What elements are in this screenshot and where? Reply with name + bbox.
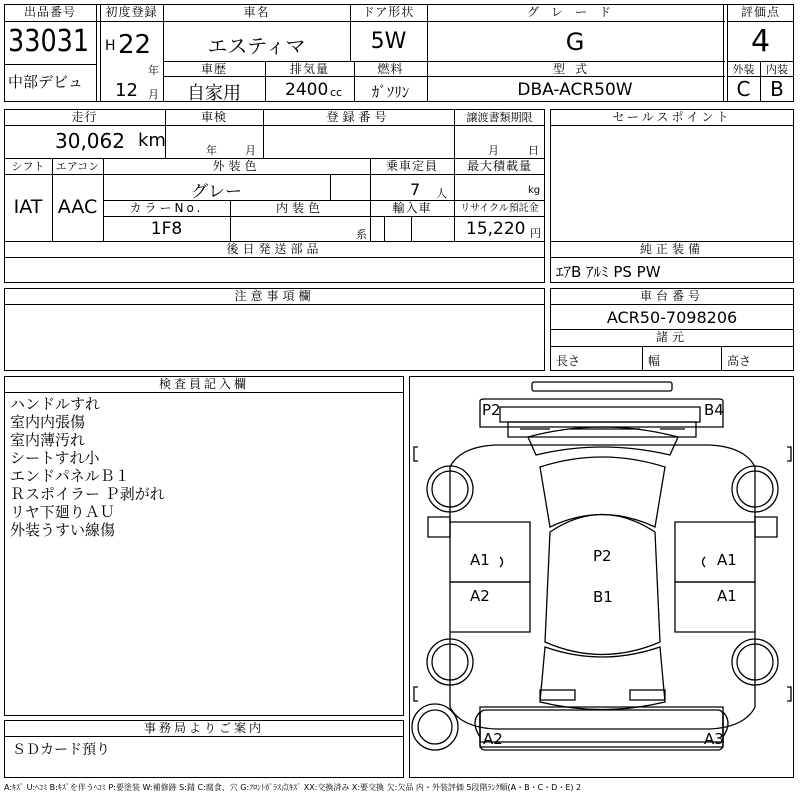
history: 自家用 <box>187 83 241 104</box>
model-label: 型式 <box>552 62 597 76</box>
lot-number: 33031 <box>8 24 90 59</box>
recycle-fee: 15,220 <box>466 219 526 239</box>
office-note: ＳＤカード預り <box>12 742 110 758</box>
load-unit: kg <box>528 185 541 196</box>
history-label: 車歴 <box>200 62 227 76</box>
color-label: 外装色 <box>212 159 261 173</box>
model-code: DBA-ACR50W <box>517 80 633 100</box>
inspector-line: 外装うすい線傷 <box>10 521 116 539</box>
ac-label: エアコン <box>55 160 100 173</box>
lot-no-label: 出品番号 <box>23 5 76 19</box>
inspection-month-unit: 月 <box>245 144 256 157</box>
recycle-unit: 円 <box>530 227 541 240</box>
height-label: 高さ <box>727 354 752 368</box>
inspector-line: 室内内張傷 <box>10 413 86 431</box>
exterior-grade: C <box>736 77 751 101</box>
inspector-line: エンドパネルＢ１ <box>10 467 130 485</box>
exterior-label: 外装 <box>732 63 755 76</box>
inspector-line: 室内薄汚れ <box>10 431 86 449</box>
sales-points-label: セールスポイント <box>612 110 732 124</box>
exterior-color: グレー <box>191 182 242 202</box>
inspection-label: 車検 <box>200 110 227 124</box>
notes-label: 注意事項欄 <box>234 289 315 303</box>
seats-unit: 人 <box>436 187 447 200</box>
inspector-line: リヤ下廻りＡＵ <box>10 503 115 521</box>
grade-label: グレード <box>526 5 623 19</box>
mark-rear-left: A2 <box>483 730 503 748</box>
mileage-unit: km <box>138 130 166 151</box>
score: 4 <box>750 24 771 59</box>
mark-front-left: P2 <box>482 401 501 419</box>
mark-left-rear-door: A2 <box>470 587 490 605</box>
transfer-month-unit: 月 <box>488 144 499 157</box>
mark-front-right: B4 <box>704 401 724 419</box>
inspector-line: ハンドルすれ <box>10 395 101 413</box>
int-color-unit: 系 <box>356 228 367 241</box>
year-unit: 年 <box>148 64 159 77</box>
int-color-label: 内装色 <box>275 201 324 215</box>
reg-no-label: 登録番号 <box>326 110 391 124</box>
load-label: 最大積載量 <box>466 159 532 173</box>
import-label: 輸入車 <box>392 201 432 215</box>
fuel-label: 燃料 <box>377 62 404 76</box>
car-diagram <box>409 376 794 778</box>
inspector-notes <box>10 395 165 539</box>
era: H <box>105 38 116 54</box>
displacement-unit: cc <box>330 86 343 99</box>
later-parts-label: 後日発送部品 <box>226 242 323 256</box>
mark-rear-right: A3 <box>704 730 724 748</box>
width-label: 幅 <box>648 354 661 368</box>
inspector-label: 検査員記入欄 <box>158 377 249 391</box>
mark-left-front-door: A1 <box>470 551 490 569</box>
door-label: ドア形状 <box>362 5 415 19</box>
car-name: エスティマ <box>207 34 306 58</box>
legend: A:ｷｽﾞ U:ﾍｺﾐ B:ｷｽﾞを伴うﾍｺﾐ P:要塗装 W:補修跡 S:錆 C:腐食、穴 G:ﾌﾛﾝﾄｶﾞﾗｽ点ｷｽﾞ XX:交換済み X:要交換 欠:欠品 内・外装評価 5段階ﾗﾝｸ順(A・B・C・D・E) 2 <box>4 783 582 792</box>
mark-roof-front: P2 <box>593 547 612 565</box>
reg-year: 22 <box>118 30 152 60</box>
shift: IAT <box>13 196 43 218</box>
grade: G <box>565 28 585 56</box>
mark-right-front-door: A1 <box>717 551 737 569</box>
dims-label: 諸元 <box>655 330 688 344</box>
office-label: 事務局よりご案内 <box>143 721 264 735</box>
air-con: AAC <box>57 196 98 218</box>
transfer-day-unit: 日 <box>528 144 539 157</box>
inspector-line: Ｒスポイラー Ｐ剥がれ <box>10 485 165 503</box>
car-name-label: 車名 <box>243 5 270 19</box>
mileage: 30,062 <box>55 129 125 153</box>
door-type: 5W <box>370 29 407 54</box>
score-label: 評価点 <box>740 5 780 19</box>
car-outline <box>410 377 795 779</box>
transfer-label: 譲渡書類期限 <box>466 111 533 124</box>
interior-grade: B <box>770 77 784 101</box>
inspector-line: シートすれ小 <box>10 449 100 467</box>
equipment: ｴｱB ｱﾙﾐ PS PW <box>556 263 661 281</box>
chassis-label: 車台番号 <box>639 289 704 303</box>
month-unit: 月 <box>148 88 159 101</box>
mileage-label: 走行 <box>71 110 98 124</box>
color-number: 1F8 <box>150 219 183 239</box>
seats-label: 乗車定員 <box>385 159 438 173</box>
inspection-year-unit: 年 <box>206 144 217 157</box>
mark-roof-rear: B1 <box>593 588 613 606</box>
first-reg-label: 初度登録 <box>105 5 158 19</box>
displacement-label: 排気量 <box>289 62 329 76</box>
chassis-number: ACR50-7098206 <box>606 308 738 327</box>
recycle-label: リサイクル預託金 <box>460 203 539 214</box>
lot-sub-label: 中部デビュ <box>8 73 84 91</box>
interior-label: 内装 <box>766 63 788 76</box>
color-no-label: カラーNo. <box>129 201 204 215</box>
length-label: 長さ <box>556 354 581 368</box>
seats: 7 <box>410 180 421 199</box>
shift-label: シフト <box>11 160 45 173</box>
mark-right-rear-door: A1 <box>717 587 737 605</box>
equipment-label: 純正装備 <box>639 242 704 256</box>
fuel: ｶﾞｿﾘﾝ <box>371 83 410 101</box>
displacement: 2400 <box>285 80 329 100</box>
reg-month: 12 <box>115 80 138 101</box>
